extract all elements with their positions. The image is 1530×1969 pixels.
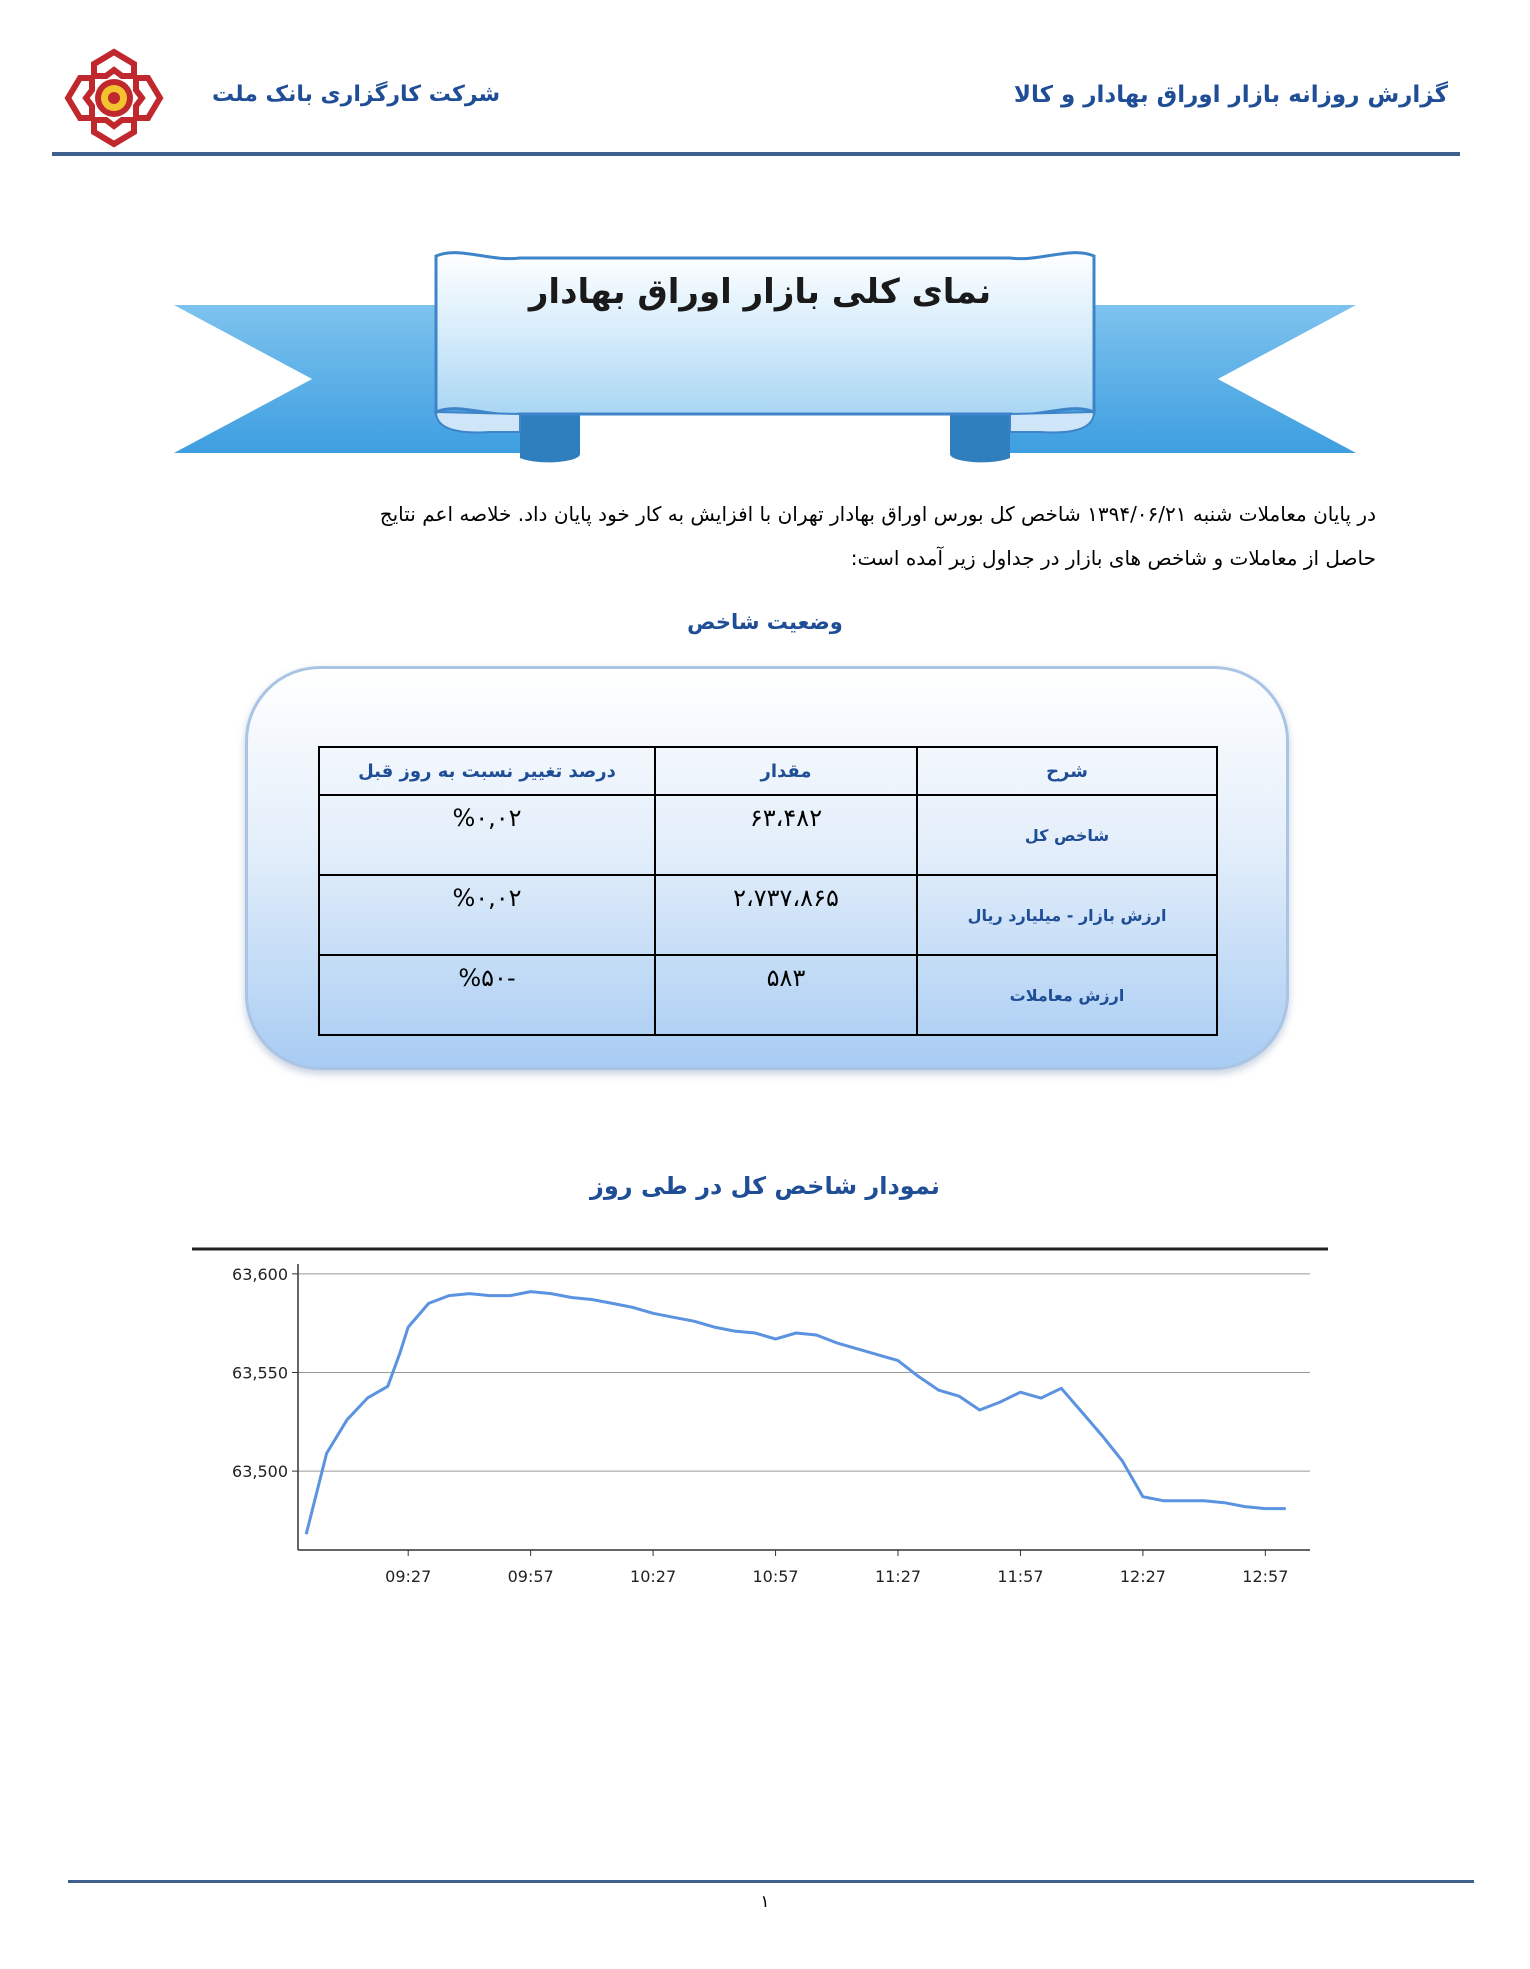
row-label: ارزش معاملات [917,955,1217,1035]
page-number: ۱ [760,1892,770,1912]
row-change: -%۵۰ [319,955,655,1035]
row-label: ارزش بازار - میلیارد ریال [917,875,1217,955]
x-tick-label: 09:57 [507,1567,554,1586]
row-change: %۰,۰۲ [319,875,655,955]
chart-section-title: نمودار شاخص کل در طی روز [590,1172,940,1200]
table-row [319,795,1217,875]
intro-paragraph [140,492,1376,580]
report-title: گزارش روزانه بازار اوراق بهادار و کالا [1013,82,1448,108]
index-section-title: وضعیت شاخص [687,610,843,634]
series-line [306,1292,1286,1535]
row-value: ۶۳،۴۸۲ [655,795,917,875]
x-tick-label: 12:57 [1242,1567,1289,1586]
x-tick-label: 10:27 [630,1567,677,1586]
y-tick-label: 63,550 [232,1363,288,1383]
header-divider [52,152,1460,156]
header-description: شرح [917,747,1217,795]
intro-line-2: حاصل از معاملات و شاخص های بازار در جداول زیر آمده است: [850,546,1376,570]
index-table [318,746,1218,1036]
x-tick-label: 10:57 [752,1567,799,1586]
footer-divider [68,1880,1474,1883]
index-line-chart [190,1244,1330,1614]
table-row [319,955,1217,1035]
row-change: %۰,۰۲ [319,795,655,875]
table-row [319,875,1217,955]
y-tick-label: 63,500 [232,1462,288,1482]
company-name: شرکت کارگزاری بانک ملت [212,82,501,107]
banner-title: نمای کلی بازار اوراق بهادار [528,272,992,312]
x-tick-label: 11:27 [874,1567,922,1586]
chart-container [190,1244,1330,1614]
header-change: درصد تغییر نسبت به روز قبل [319,747,655,795]
row-value: ۵۸۳ [655,955,917,1035]
y-tick-label: 63,600 [232,1264,288,1284]
company-logo-icon [62,46,166,150]
index-table-header [319,747,1217,795]
row-value: ۲،۷۳۷،۸۶۵ [655,875,917,955]
row-label: شاخص کل [917,795,1217,875]
x-tick-label: 09:27 [385,1567,432,1586]
x-tick-label: 11:57 [997,1567,1044,1586]
header-value: مقدار [655,747,917,795]
x-tick-label: 12:27 [1119,1567,1166,1586]
intro-line-1: در پایان معاملات شنبه ۱۳۹۴/۰۶/۲۱ شاخص کل بورس اوراق بهادار تهران با افزایش به کار خود پایان داد. خلاصه اعم نتایج [379,502,1376,526]
